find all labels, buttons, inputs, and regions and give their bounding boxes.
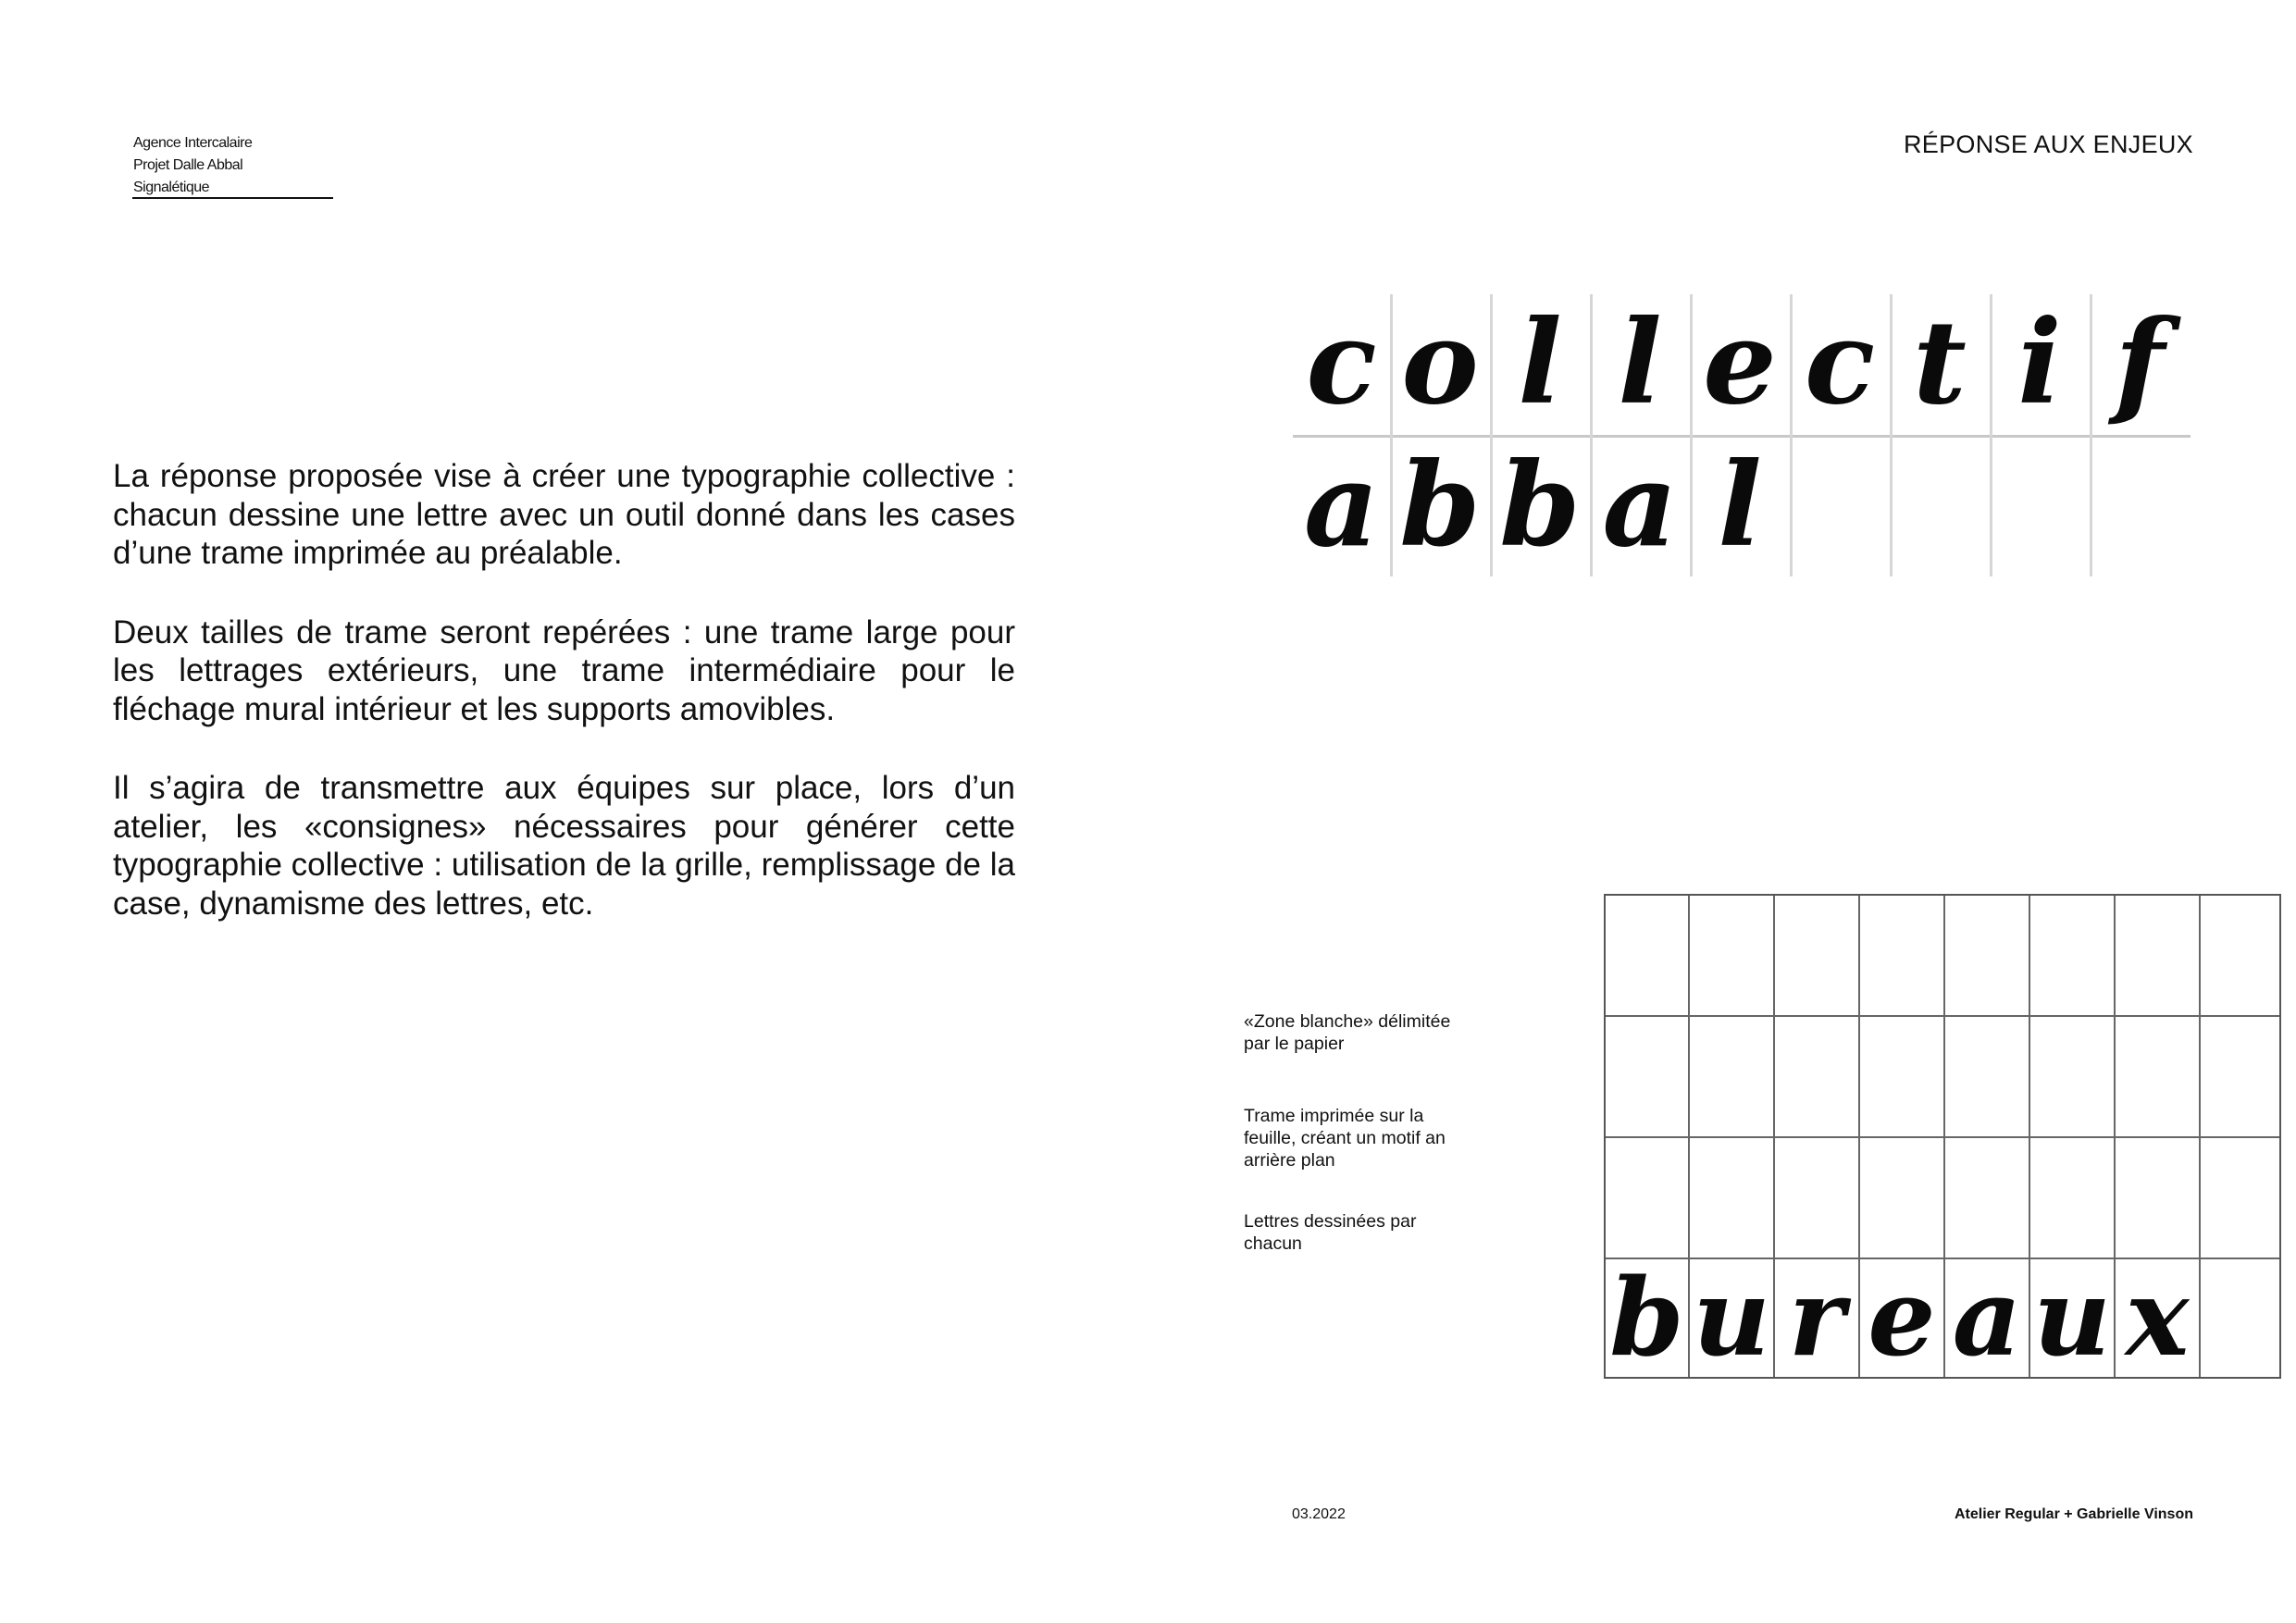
brush-letter: a — [1304, 438, 1379, 573]
brush-letter: b — [1499, 438, 1581, 573]
brush-letter: f — [2115, 295, 2165, 430]
project-category: Signalétique — [133, 180, 210, 195]
brush-letter: b — [1609, 1256, 1684, 1381]
annotation-white-zone: «Zone blanche» délimitée par le papier — [1244, 1011, 1451, 1054]
brush-letter: u — [2033, 1256, 2111, 1381]
brush-letter: o — [1401, 295, 1479, 430]
brush-letter: l — [1718, 438, 1762, 573]
brush-letter: e — [1703, 295, 1777, 430]
annotation-drawn-letters: Lettres dessinées par chacun — [1244, 1211, 1417, 1254]
brush-letter: r — [1788, 1256, 1845, 1381]
brush-letter: u — [1693, 1256, 1770, 1381]
body-text — [113, 457, 1015, 963]
footer-credit: Atelier Regular + Gabrielle Vinson — [1954, 1506, 2193, 1522]
paragraph-1: La réponse proposée vise à créer une typographie collective : chacun dessine une lettre avec un outil donné dans les cases d’une trame imprimée au préalable. — [113, 458, 1015, 571]
section-title: RÉPONSE AUX ENJEUX — [1904, 130, 2193, 158]
annotation-printed-grid: Trame imprimée sur la feuille, créant un motif an arrière plan — [1244, 1106, 1446, 1171]
paragraph-2: Deux tailles de trame seront repérées : une trame large pour les lettrages extérieurs, une trame intermédiaire pour le fléchage mural intérieur et les supports amovibles. — [113, 613, 1015, 727]
bottom-grid-row-line — [1606, 1136, 2279, 1138]
brush-letter: i — [2017, 295, 2062, 430]
brush-letter: l — [1618, 295, 1662, 430]
brush-letter: c — [1306, 295, 1377, 430]
brush-letter: c — [1804, 295, 1876, 430]
brush-letter: l — [1518, 295, 1562, 430]
footer-date: 03.2022 — [1292, 1506, 1346, 1522]
brush-letter: a — [1952, 1256, 2022, 1381]
paragraph-3: Il s’agira de transmettre aux équipes sur place, lors d’un atelier, les «consignes» nécessaires pour générer cette typographie collective : utilisation de la grille, remplissage de la case, dynamisme des lettres, etc. — [113, 770, 1015, 922]
brush-letter: e — [1868, 1256, 1936, 1381]
brush-letter: a — [1602, 438, 1678, 573]
project-name: Projet Dalle Abbal — [133, 157, 243, 173]
agency-name: Agence Intercalaire — [133, 135, 253, 151]
bottom-grid-row-line — [1606, 1015, 2279, 1017]
brush-letter: x — [2125, 1256, 2190, 1381]
header-info — [133, 132, 333, 199]
brush-letter: b — [1399, 438, 1481, 573]
brush-letter: t — [1913, 295, 1967, 430]
header-underline — [132, 197, 333, 199]
bottom-grid — [1604, 894, 2281, 1379]
